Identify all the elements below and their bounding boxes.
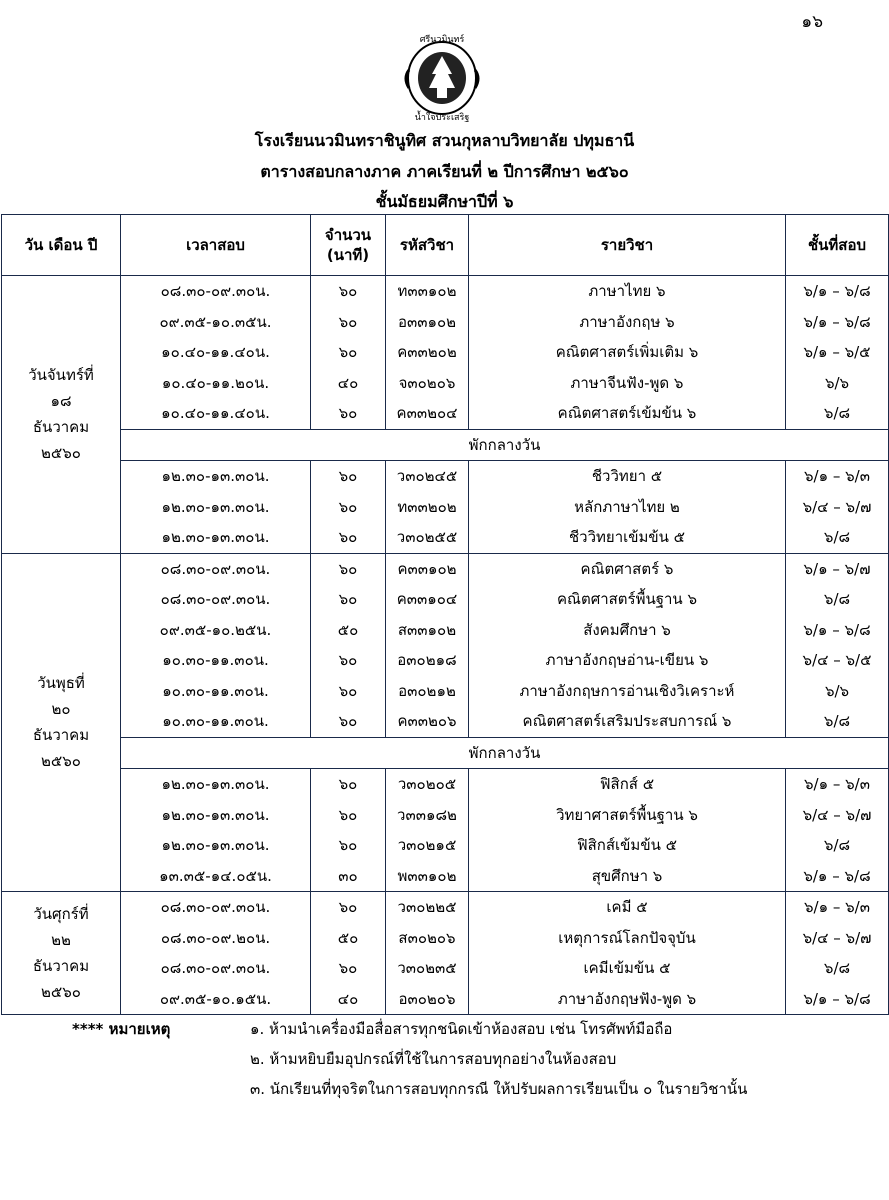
exam-date-line: วันพุธที่: [37, 674, 85, 693]
exam-time: ๑๒.๓๐-๑๓.๓๐น.: [121, 492, 311, 523]
exam-date-line: ๒๕๖๐: [41, 444, 81, 463]
exam-room: ๖/๑ – ๖/๗: [786, 553, 889, 584]
exam-duration: ๖๐: [311, 645, 386, 676]
exam-room: ๖/๘: [786, 522, 889, 553]
subject-code: ว๓๐๒๔๕: [386, 461, 469, 492]
exam-room: ๖/๖: [786, 368, 889, 399]
table-row: [2, 953, 889, 984]
table-row: [2, 830, 889, 861]
exam-time: ๐๘.๓๐-๐๙.๓๐น.: [121, 276, 311, 307]
subject-code: ว๓๐๒๓๕: [386, 953, 469, 984]
exam-room: ๖/๑ – ๖/๘: [786, 984, 889, 1015]
exam-time: ๑๒.๓๐-๑๓.๓๐น.: [121, 522, 311, 553]
subject-name: ภาษาอังกฤษการอ่านเชิงวิเคราะห์: [469, 676, 786, 707]
exam-duration: ๖๐: [311, 769, 386, 800]
subject-name: คณิตศาสตร์เพิ่มเติม ๖: [469, 337, 786, 368]
schedule-body: [2, 276, 889, 1015]
exam-room: ๖/๖: [786, 676, 889, 707]
subject-name: วิทยาศาสตร์พื้นฐาน ๖: [469, 800, 786, 831]
table-row: [2, 492, 889, 523]
exam-date-line: ๒๕๖๐: [41, 752, 81, 771]
subject-name: สังคมศึกษา ๖: [469, 615, 786, 646]
header-code: รหัสวิชา: [386, 215, 469, 276]
exam-duration: ๖๐: [311, 676, 386, 707]
table-row: [2, 398, 889, 429]
header-room: ชั้นที่สอบ: [786, 215, 889, 276]
exam-duration: ๖๐: [311, 307, 386, 338]
subject-name: ภาษาอังกฤษอ่าน-เขียน ๖: [469, 645, 786, 676]
subject-name: ภาษาจีนฟัง-พูด ๖: [469, 368, 786, 399]
exam-duration: ๖๐: [311, 892, 386, 923]
subject-code: ว๓๐๒๕๕: [386, 522, 469, 553]
subject-code: ว๓๐๒๐๕: [386, 769, 469, 800]
exam-date-line: ๑๘: [50, 392, 72, 411]
table-row: [2, 276, 889, 307]
note-item: ๑. ห้ามนำเครื่องมือสื่อสารทุกชนิดเข้าห้องสอบ เช่น โทรศัพท์มือถือ: [250, 1020, 673, 1038]
exam-duration: ๕๐: [311, 615, 386, 646]
exam-room: ๖/๘: [786, 706, 889, 737]
exam-room: ๖/๑ – ๖/๓: [786, 892, 889, 923]
exam-date-line: วันศุกร์ที่: [33, 905, 89, 923]
svg-text:น้ำใจประเสริฐ: น้ำใจประเสริฐ: [414, 113, 470, 122]
exam-room: ๖/๔ – ๖/๕: [786, 645, 889, 676]
subject-code: ค๓๓๑๐๔: [386, 584, 469, 615]
subject-name: ชีววิทยาเข้มข้น ๕: [469, 522, 786, 553]
exam-duration: ๔๐: [311, 368, 386, 399]
subject-name: ฟิสิกส์ ๕: [469, 769, 786, 800]
exam-room: ๖/๑ – ๖/๘: [786, 307, 889, 338]
exam-time: ๐๙.๓๕-๑๐.๒๕น.: [121, 615, 311, 646]
exam-date-line: ธันวาคม: [32, 726, 90, 745]
exam-date-line: ธันวาคม: [32, 418, 90, 437]
exam-time: ๑๒.๓๐-๑๓.๓๐น.: [121, 461, 311, 492]
exam-schedule-table: [1, 214, 889, 1015]
exam-duration: ๕๐: [311, 923, 386, 954]
header-duration-line1: จำนวน: [324, 226, 372, 244]
exam-time: ๑๒.๓๐-๑๓.๓๐น.: [121, 800, 311, 831]
header-subject: รายวิชา: [469, 215, 786, 276]
grade-level: ชั้นมัธยมศึกษาปีที่ ๖: [375, 192, 514, 211]
subject-name: ภาษาไทย ๖: [469, 276, 786, 307]
subject-name: เหตุการณ์โลกปัจจุบัน: [469, 923, 786, 954]
subject-code: จ๓๐๒๐๖: [386, 368, 469, 399]
exam-duration: ๖๐: [311, 706, 386, 737]
table-row: [2, 861, 889, 892]
exam-time: ๐๘.๓๐-๐๙.๓๐น.: [121, 553, 311, 584]
exam-date-line: ธันวาคม: [32, 957, 90, 975]
exam-date-line: ๒๐: [51, 700, 71, 719]
subject-code: ท๓๓๒๐๒: [386, 492, 469, 523]
exam-room: ๖/๘: [786, 584, 889, 615]
header-duration-line2: (นาที): [326, 246, 370, 264]
exam-room: ๖/๘: [786, 398, 889, 429]
exam-room: ๖/๑ – ๖/๕: [786, 337, 889, 368]
subject-code: พ๓๓๑๐๒: [386, 861, 469, 892]
table-row: [2, 584, 889, 615]
exam-duration: ๔๐: [311, 984, 386, 1015]
table-row: [2, 645, 889, 676]
exam-time: ๑๐.๔๐-๑๑.๔๐น.: [121, 337, 311, 368]
table-row: [2, 769, 889, 800]
subject-code: อ๓๐๒๑๒: [386, 676, 469, 707]
exam-duration: ๖๐: [311, 800, 386, 831]
lunch-break-label: พักกลางวัน: [121, 429, 889, 461]
table-row: [2, 984, 889, 1015]
table-row: [2, 522, 889, 553]
exam-time: ๐๘.๓๐-๐๙.๓๐น.: [121, 953, 311, 984]
subject-code: ค๓๓๒๐๖: [386, 706, 469, 737]
table-row: [2, 461, 889, 492]
exam-room: ๖/๑ – ๖/๓: [786, 769, 889, 800]
exam-duration: ๖๐: [311, 492, 386, 523]
exam-time: ๐๘.๓๐-๐๙.๒๐น.: [121, 923, 311, 954]
table-row: [2, 892, 889, 923]
exam-time: ๑๒.๓๐-๑๓.๓๐น.: [121, 769, 311, 800]
school-title: โรงเรียนนวมินทราชินูทิศ สวนกุหลาบวิทยาลัย ปทุมธานี: [254, 131, 635, 150]
exam-time: ๑๐.๓๐-๑๑.๓๐น.: [121, 645, 311, 676]
table-row: [2, 307, 889, 338]
header-date: วัน เดือน ปี: [2, 215, 121, 276]
subject-name: คณิตศาสตร์เข้มข้น ๖: [469, 398, 786, 429]
note-item: ๓. นักเรียนที่ทุจริตในการสอบทุกกรณี ให้ปรับผลการเรียนเป็น ๐ ในรายวิชานั้น: [250, 1080, 748, 1098]
subject-code: อ๓๐๒๑๘: [386, 645, 469, 676]
subject-code: ค๓๓๒๐๒: [386, 337, 469, 368]
exam-date-line: ๒๒: [51, 931, 71, 949]
exam-room: ๖/๔ – ๖/๗: [786, 923, 889, 954]
exam-room: ๖/๘: [786, 953, 889, 984]
exam-time: ๑๓.๓๕-๑๔.๐๕น.: [121, 861, 311, 892]
table-row: [2, 337, 889, 368]
subject-code: ส๓๐๒๐๖: [386, 923, 469, 954]
lunch-break-row: [2, 429, 889, 461]
exam-duration: ๖๐: [311, 337, 386, 368]
lunch-break-label: พักกลางวัน: [121, 737, 889, 769]
exam-room: ๖/๑ – ๖/๘: [786, 276, 889, 307]
exam-time: ๑๐.๓๐-๑๑.๓๐น.: [121, 706, 311, 737]
exam-duration: ๓๐: [311, 861, 386, 892]
subject-code: ว๓๐๒๒๕: [386, 892, 469, 923]
exam-duration: ๖๐: [311, 584, 386, 615]
subject-code: ค๓๓๑๐๒: [386, 553, 469, 584]
table-row: [2, 553, 889, 584]
exam-time: ๑๐.๔๐-๑๑.๔๐น.: [121, 398, 311, 429]
page-number: ๑๖: [801, 12, 823, 32]
exam-duration: ๖๐: [311, 830, 386, 861]
subject-name: ภาษาอังกฤษฟัง-พูด ๖: [469, 984, 786, 1015]
subject-code: ท๓๓๑๐๒: [386, 276, 469, 307]
exam-date-cell: [2, 553, 121, 892]
exam-room: ๖/๑ – ๖/๘: [786, 861, 889, 892]
exam-date-cell: [2, 276, 121, 554]
exam-duration: ๖๐: [311, 398, 386, 429]
svg-text:ศรีนวมินทร์: ศรีนวมินทร์: [419, 35, 465, 45]
exam-date-cell: [2, 892, 121, 1015]
exam-room: ๖/๔ – ๖/๗: [786, 800, 889, 831]
subject-name: เคมี ๕: [469, 892, 786, 923]
exam-time: ๐๙.๓๕-๑๐.๓๕น.: [121, 307, 311, 338]
table-row: [2, 676, 889, 707]
subject-name: หลักภาษาไทย ๒: [469, 492, 786, 523]
table-header-row: [2, 215, 889, 276]
exam-room: ๖/๑ – ๖/๓: [786, 461, 889, 492]
table-row: [2, 706, 889, 737]
subject-code: ว๓๐๒๑๕: [386, 830, 469, 861]
subject-name: คณิตศาสตร์ ๖: [469, 553, 786, 584]
note-item: ๒. ห้ามหยิบยืมอุปกรณ์ที่ใช้ในการสอบทุกอย่างในห้องสอบ: [250, 1050, 617, 1068]
subject-code: อ๓๓๑๐๒: [386, 307, 469, 338]
exam-time: ๐๙.๓๕-๑๐.๑๕น.: [121, 984, 311, 1015]
exam-room: ๖/๑ – ๖/๘: [786, 615, 889, 646]
subject-name: ฟิสิกส์เข้มข้น ๕: [469, 830, 786, 861]
subject-code: ว๓๓๑๘๒: [386, 800, 469, 831]
table-row: [2, 615, 889, 646]
subject-name: ภาษาอังกฤษ ๖: [469, 307, 786, 338]
exam-duration: ๖๐: [311, 953, 386, 984]
subject-name: คณิตศาสตร์เสริมประสบการณ์ ๖: [469, 706, 786, 737]
subject-code: อ๓๐๒๐๖: [386, 984, 469, 1015]
exam-time: ๑๐.๓๐-๑๑.๓๐น.: [121, 676, 311, 707]
table-row: [2, 800, 889, 831]
exam-duration: ๖๐: [311, 461, 386, 492]
subject-code: ค๓๓๒๐๔: [386, 398, 469, 429]
exam-time: ๐๘.๓๐-๐๙.๓๐น.: [121, 892, 311, 923]
header-time: เวลาสอบ: [121, 215, 311, 276]
exam-duration: ๖๐: [311, 522, 386, 553]
subject-name: ชีววิทยา ๕: [469, 461, 786, 492]
notes-label: **** หมายเหตุ: [72, 1020, 171, 1038]
subject-name: คณิตศาสตร์พื้นฐาน ๖: [469, 584, 786, 615]
exam-room: ๖/๔ – ๖/๗: [786, 492, 889, 523]
exam-time: ๐๘.๓๐-๐๙.๓๐น.: [121, 584, 311, 615]
exam-subtitle: ตารางสอบกลางภาค ภาคเรียนที่ ๒ ปีการศึกษา ๒๕๖๐: [260, 162, 629, 181]
school-emblem-icon: [395, 30, 489, 122]
exam-date-line: ๒๕๖๐: [41, 983, 81, 1001]
subject-code: ส๓๓๑๐๒: [386, 615, 469, 646]
exam-date-line: วันจันทร์ที่: [28, 366, 94, 385]
subject-name: สุขศึกษา ๖: [469, 861, 786, 892]
header-duration: [311, 215, 386, 276]
table-row: [2, 368, 889, 399]
lunch-break-row: [2, 737, 889, 769]
exam-room: ๖/๘: [786, 830, 889, 861]
subject-name: เคมีเข้มข้น ๕: [469, 953, 786, 984]
exam-duration: ๖๐: [311, 276, 386, 307]
table-row: [2, 923, 889, 954]
exam-time: ๑๐.๔๐-๑๑.๒๐น.: [121, 368, 311, 399]
exam-duration: ๖๐: [311, 553, 386, 584]
exam-time: ๑๒.๓๐-๑๓.๓๐น.: [121, 830, 311, 861]
